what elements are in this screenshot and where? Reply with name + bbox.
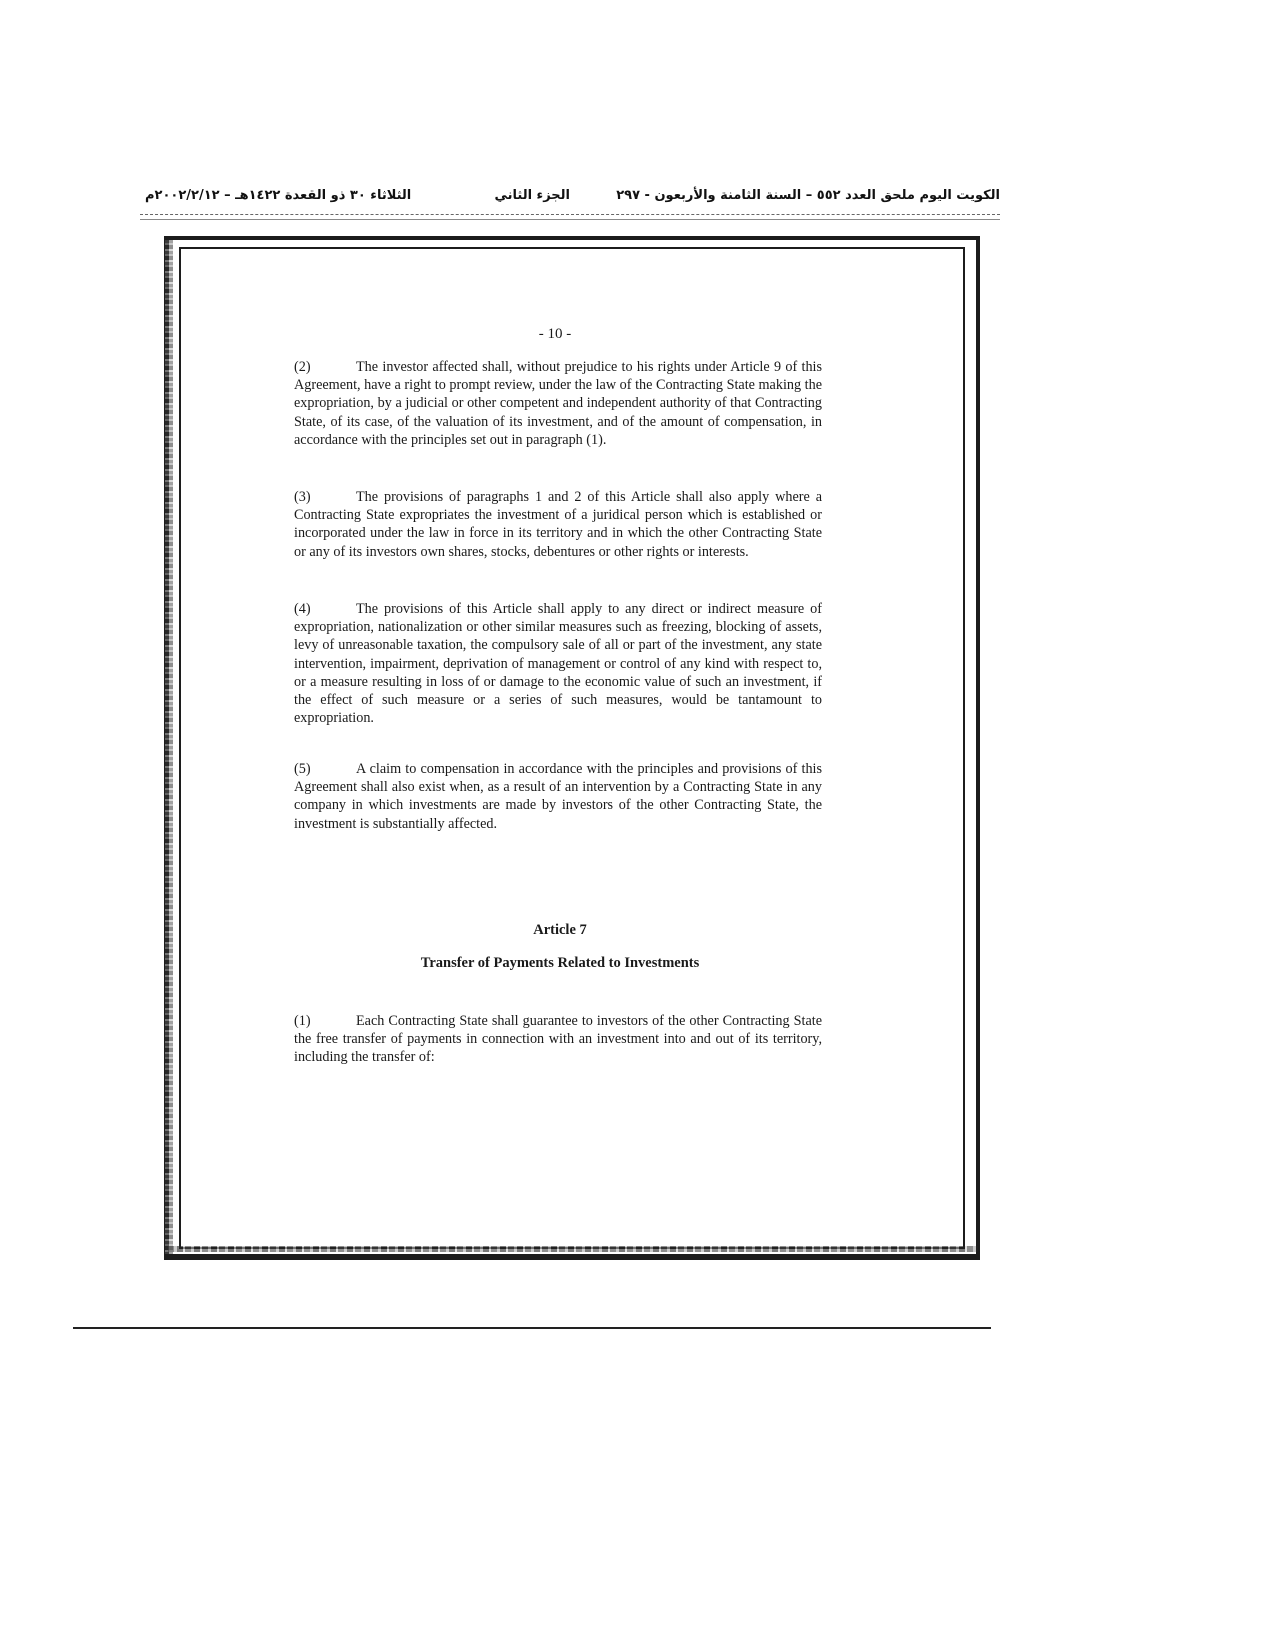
article-7-paragraph-1 <box>294 1012 822 1067</box>
paragraph-number: (5) <box>294 761 311 777</box>
scan-noise-left-edge <box>165 240 173 1254</box>
gazette-part-label: الجزء الثاني <box>494 188 570 203</box>
paragraph-3 <box>294 488 822 561</box>
paragraph-number: (3) <box>294 489 311 505</box>
header-divider <box>140 214 1000 215</box>
paragraph-4 <box>294 600 822 727</box>
gazette-header <box>140 186 1000 210</box>
page-number: - 10 - <box>538 326 572 342</box>
paragraph-text: The provisions of paragraphs 1 and 2 of this Article shall also apply where a Contracting State expropriates the investment of a juridical person which is established or incorporated under the law in force in its territory and in which the other Contracting State or any of its investors own shares, stocks, debentures or other rights or interests. <box>294 489 822 560</box>
footer-divider <box>73 1327 991 1329</box>
paragraph-text: The investor affected shall, without prejudice to his rights under Article 9 of this Agreement, have a right to prompt review, under the law of the Contracting State making the expropriation, by a judicial or other competent and independent authority of that Contracting State, of its case, of the valuation of its investment, and of the amount of compensation, in accordance with the principles set out in paragraph (1). <box>294 359 822 448</box>
paragraph-number: (2) <box>294 359 311 375</box>
paragraph-text: The provisions of this Article shall apply to any direct or indirect measure of expropriation, nationalization or other similar measures such as freezing, blocking of assets, levy of unreasonable taxation, the compulsory sale of all or part of the investment, any state intervention, impairment, deprivation of management or control of any kind with respect to, or a measure resulting in loss of or damage to the economic value of such an investment, if the effect of such measure or a series of such measures, would be tantamount to expropriation. <box>294 601 822 727</box>
paragraph-2 <box>294 358 822 449</box>
paragraph-5 <box>294 760 822 833</box>
header-divider-secondary <box>140 219 1000 220</box>
paragraph-number: (4) <box>294 601 311 617</box>
paragraph-number: (1) <box>294 1013 311 1029</box>
gazette-issue-label: الكويت اليوم ملحق العدد ٥٥٢ – السنة الثامنة والأربعون - ٢٩٧ <box>616 188 1000 203</box>
article-subtitle: Transfer of Payments Related to Investments <box>420 955 700 971</box>
gazette-date-label: الثلاثاء ٣٠ ذو القعدة ١٤٢٢هـ – ٢٠٠٢/٢/١٢م <box>145 188 412 203</box>
article-title: Article 7 <box>533 922 587 938</box>
scan-noise-bottom-edge <box>168 1246 978 1252</box>
paragraph-text: A claim to compensation in accordance with the principles and provisions of this Agreement shall also exist when, as a result of an intervention by a Contracting State in any company in which investments are made by investors of the other Contracting State, the investment is substantially affected. <box>294 761 822 832</box>
paragraph-text: Each Contracting State shall guarantee to investors of the other Contracting State the free transfer of payments in connection with an investment into and out of its territory, including the transfer of: <box>294 1013 822 1066</box>
